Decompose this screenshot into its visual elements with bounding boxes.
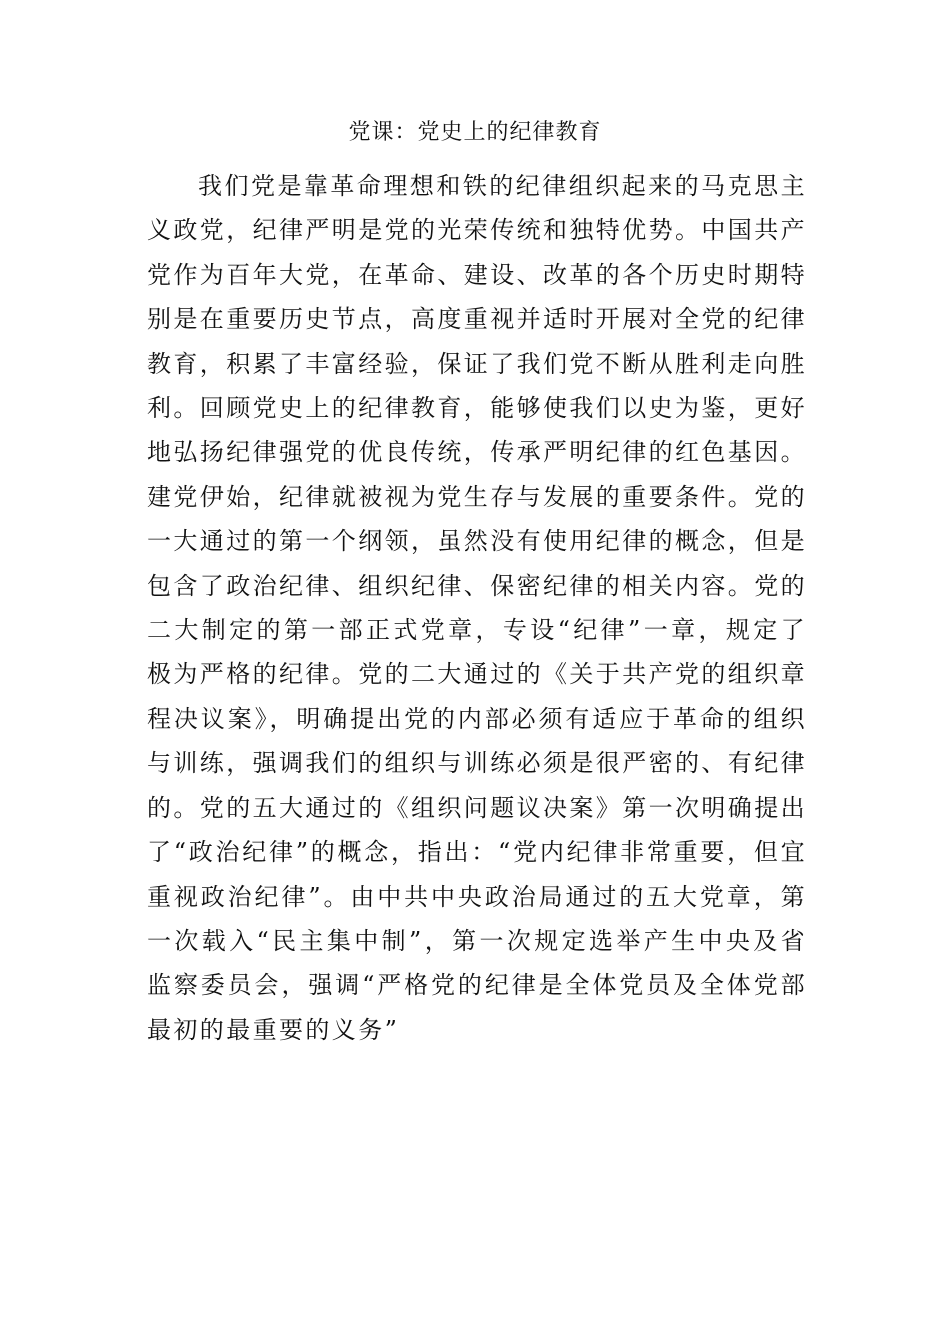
body-paragraph: 我们党是靠革命理想和铁的纪律组织起来的马克思主义政党，纪律严明是党的光荣传统和独特优势。中国共产党作为百年大党，在革命、建设、改革的各个历史时期特别是在重要历史节点，高度重视并适时开展对全党的纪律教育，积累了丰富经验，保证了我们党不断从胜利走向胜利。回顾党史上的纪律教育，能够使我们以史为鉴，更好地弘扬纪律强党的优良传统，传承严明纪律的红色基因。建党伊始，纪律就被视为党生存与发展的重要条件。党的一大通过的第一个纲领，虽然没有使用纪律的概念，但是包含了政治纪律、组织纪律、保密纪律的相关内容。党的二大制定的第一部正式党章，专设“纪律”一章，规定了极为严格的纪律。党的二大通过的《关于共产党的组织章程决议案》，明确提出党的内部必须有适应于革命的组织与训练，强调我们的组织与训练必须是很严密的、有纪律的。党的五大通过的《组织问题议决案》第一次明确提出了“政治纪律”的概念，指出：“党内纪律非常重要，但宜重视政治纪律”。由中共中央政治局通过的五大党章，第一次载入“民主集中制”，第一次规定选举产生中央及省监察委员会，强调“严格党的纪律是全体党员及全体党部最初的最重要的义务” bbox=[147, 172, 807, 1044]
document-title: 党课：党史上的纪律教育 bbox=[348, 120, 602, 145]
